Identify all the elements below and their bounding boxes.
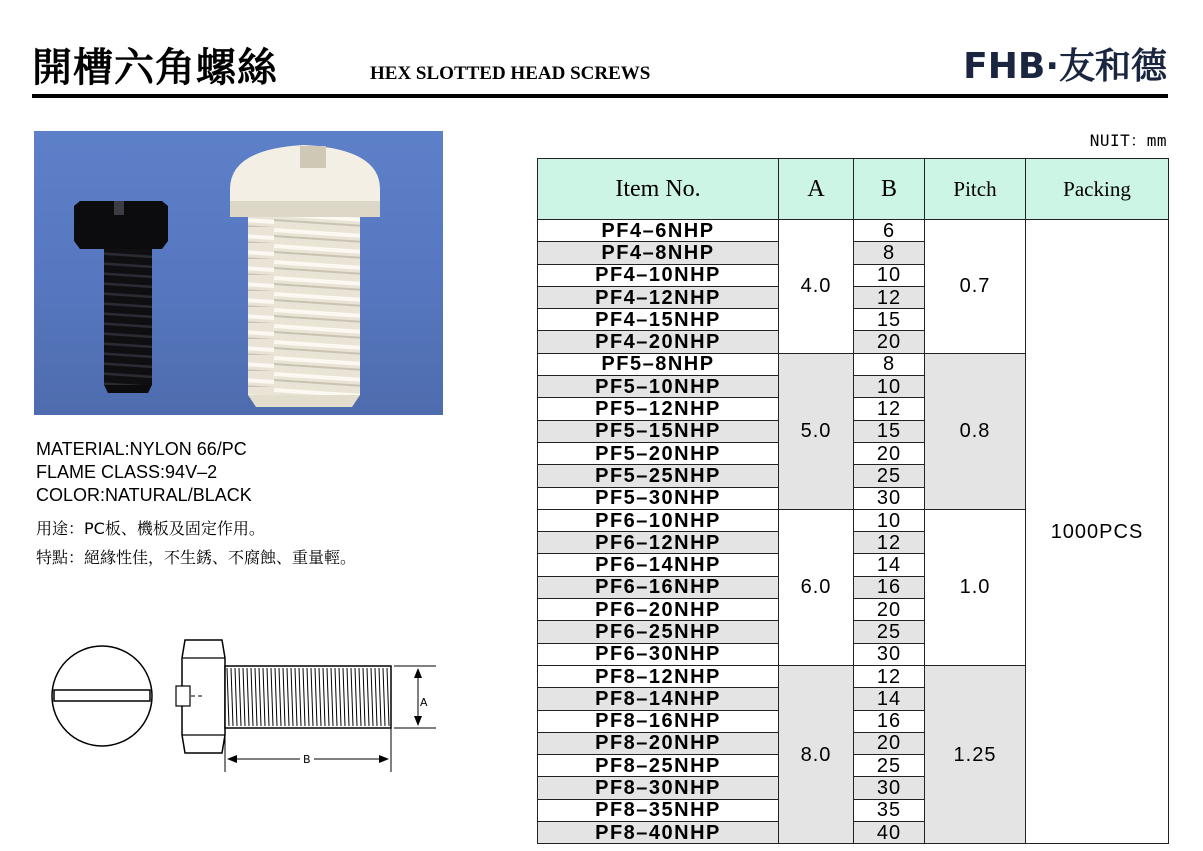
b-value-cell: 14	[854, 688, 925, 710]
b-value-cell: 15	[854, 309, 925, 331]
b-value-cell: 20	[854, 732, 925, 754]
b-value-cell: 6	[854, 220, 925, 242]
page-title-chinese: 開槽六角螺絲	[32, 44, 278, 91]
item-no-cell: PF5–25NHP	[538, 465, 779, 487]
page-title-english: HEX SLOTTED HEAD SCREWS	[370, 63, 651, 84]
table-row	[538, 220, 1169, 242]
item-no-cell: PF8–12NHP	[538, 665, 779, 687]
b-value-cell: 8	[854, 242, 925, 264]
item-no-cell: PF5–20NHP	[538, 442, 779, 464]
header-b: B	[854, 159, 925, 220]
header-pitch: Pitch	[925, 159, 1026, 220]
b-value-cell: 20	[854, 442, 925, 464]
a-value-cell: 5.0	[779, 353, 854, 509]
item-no-cell: PF6–16NHP	[538, 576, 779, 598]
b-value-cell: 10	[854, 509, 925, 531]
b-value-cell: 40	[854, 822, 925, 844]
b-value-cell: 30	[854, 487, 925, 509]
b-value-cell: 16	[854, 710, 925, 732]
b-value-cell: 30	[854, 643, 925, 665]
b-value-cell: 20	[854, 331, 925, 353]
b-value-cell: 25	[854, 465, 925, 487]
brand-logo: FHB·友和德	[963, 46, 1167, 87]
usage-notes	[36, 514, 356, 572]
b-value-cell: 35	[854, 799, 925, 821]
item-no-cell: PF5–15NHP	[538, 420, 779, 442]
item-no-cell: PF5–30NHP	[538, 487, 779, 509]
header-packing: Packing	[1026, 159, 1169, 220]
b-value-cell: 10	[854, 264, 925, 286]
item-no-cell: PF6–30NHP	[538, 643, 779, 665]
item-no-cell: PF6–12NHP	[538, 532, 779, 554]
b-value-cell: 12	[854, 665, 925, 687]
b-value-cell: 14	[854, 554, 925, 576]
item-no-cell: PF4–15NHP	[538, 309, 779, 331]
pitch-cell: 0.8	[925, 353, 1026, 509]
screws-illustration	[34, 131, 443, 415]
item-no-cell: PF6–10NHP	[538, 509, 779, 531]
material-text: MATERIAL:NYLON 66/PC	[36, 439, 247, 459]
item-no-cell: PF8–20NHP	[538, 732, 779, 754]
item-no-cell: PF5–12NHP	[538, 398, 779, 420]
item-no-cell: PF4–20NHP	[538, 331, 779, 353]
material-specs	[36, 438, 252, 507]
item-no-cell: PF8–30NHP	[538, 777, 779, 799]
item-no-cell: PF8–35NHP	[538, 799, 779, 821]
item-no-cell: PF6–20NHP	[538, 599, 779, 621]
item-no-cell: PF5–8NHP	[538, 353, 779, 375]
b-value-cell: 12	[854, 286, 925, 308]
item-no-cell: PF5–10NHP	[538, 376, 779, 398]
b-value-cell: 25	[854, 755, 925, 777]
a-value-cell: 4.0	[779, 220, 854, 354]
usage-text: 用途：PC板、機板及固定作用。	[36, 519, 265, 538]
pitch-cell: 1.25	[925, 665, 1026, 843]
pitch-cell: 1.0	[925, 509, 1026, 665]
header-item-no: Item No.	[538, 159, 779, 220]
b-value-cell: 12	[854, 398, 925, 420]
item-no-cell: PF4–6NHP	[538, 220, 779, 242]
a-value-cell: 8.0	[779, 665, 854, 843]
color-text: COLOR:NATURAL/BLACK	[36, 485, 252, 505]
item-no-cell: PF4–12NHP	[538, 286, 779, 308]
item-no-cell: PF4–8NHP	[538, 242, 779, 264]
spec-table	[537, 158, 1169, 844]
item-no-cell: PF8–16NHP	[538, 710, 779, 732]
item-no-cell: PF4–10NHP	[538, 264, 779, 286]
flame-class-text: FLAME CLASS:94V–2	[36, 462, 218, 482]
unit-label: NUIT：mm	[1089, 131, 1167, 150]
features-text: 特點：絕緣性佳，不生銹、不腐蝕、重量輕。	[36, 548, 357, 567]
b-value-cell: 16	[854, 576, 925, 598]
technical-drawing	[44, 622, 444, 782]
item-no-cell: PF8–14NHP	[538, 688, 779, 710]
screw-dimension-drawing	[44, 622, 444, 782]
b-value-cell: 12	[854, 532, 925, 554]
item-no-cell: PF6–25NHP	[538, 621, 779, 643]
header-rule	[32, 94, 1168, 98]
item-no-cell: PF8–40NHP	[538, 822, 779, 844]
b-value-cell: 25	[854, 621, 925, 643]
packing-cell: 1000PCS	[1026, 220, 1169, 844]
b-value-cell: 20	[854, 599, 925, 621]
product-photo	[34, 131, 443, 415]
b-value-cell: 15	[854, 420, 925, 442]
header-a: A	[779, 159, 854, 220]
item-no-cell: PF6–14NHP	[538, 554, 779, 576]
a-value-cell: 6.0	[779, 509, 854, 665]
b-value-cell: 8	[854, 353, 925, 375]
pitch-cell: 0.7	[925, 220, 1026, 354]
b-value-cell: 10	[854, 376, 925, 398]
table-header-row	[538, 159, 1169, 220]
item-no-cell: PF8–25NHP	[538, 755, 779, 777]
b-value-cell: 30	[854, 777, 925, 799]
dimension-a-label: A	[420, 696, 428, 709]
dimension-b-label: B	[303, 753, 311, 766]
